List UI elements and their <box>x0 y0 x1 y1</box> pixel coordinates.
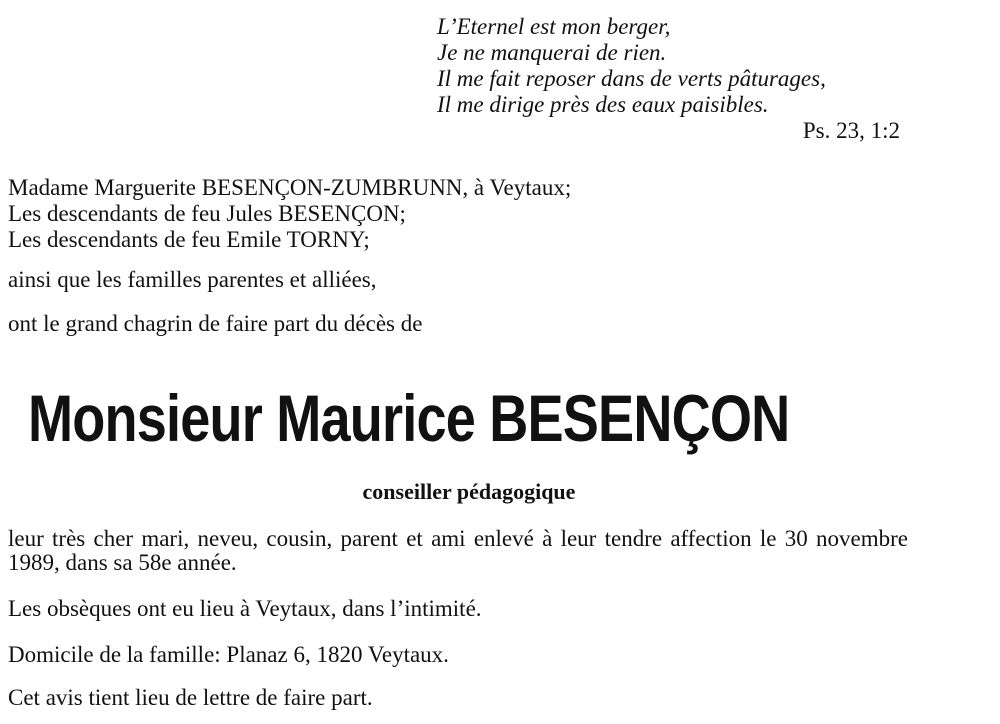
verse-line: Il me dirige près des eaux paisibles. <box>437 92 769 117</box>
deceased-title: conseiller pédagogique <box>362 479 576 504</box>
verse-reference: Ps. 23, 1:2 <box>802 118 900 143</box>
deceased-name: Monsieur Maurice BESENÇON <box>28 381 790 455</box>
announcement-line: ont le grand chagrin de faire part du décès de <box>8 311 423 336</box>
family-member: Madame Marguerite BESENÇON-ZUMBRUNN, à Veytaux; <box>8 175 572 200</box>
funeral-line: Les obsèques ont eu lieu à Veytaux, dans l’intimité. <box>8 596 482 621</box>
verse-line: Je ne manquerai de rien. <box>437 40 667 65</box>
verse-line: Il me fait reposer dans de verts pâturages, <box>437 66 826 91</box>
psalm-verse <box>437 14 907 144</box>
family-member: Les descendants de feu Jules BESENÇON; <box>8 201 406 226</box>
tribute-paragraph: leur très cher mari, neveu, cousin, parent et ami enlevé à leur tendre affection le 30 novembre 1989, dans sa 58e année. <box>8 526 908 575</box>
relatives-line: ainsi que les familles parentes et alliées, <box>8 267 377 292</box>
family-list <box>8 175 571 253</box>
verse-line: L’Eternel est mon berger, <box>437 14 671 39</box>
closing-line: Cet avis tient lieu de lettre de faire part. <box>8 685 373 710</box>
address-line: Domicile de la famille: Planaz 6, 1820 Veytaux. <box>8 642 449 667</box>
family-member: Les descendants de feu Emile TORNY; <box>8 227 370 252</box>
